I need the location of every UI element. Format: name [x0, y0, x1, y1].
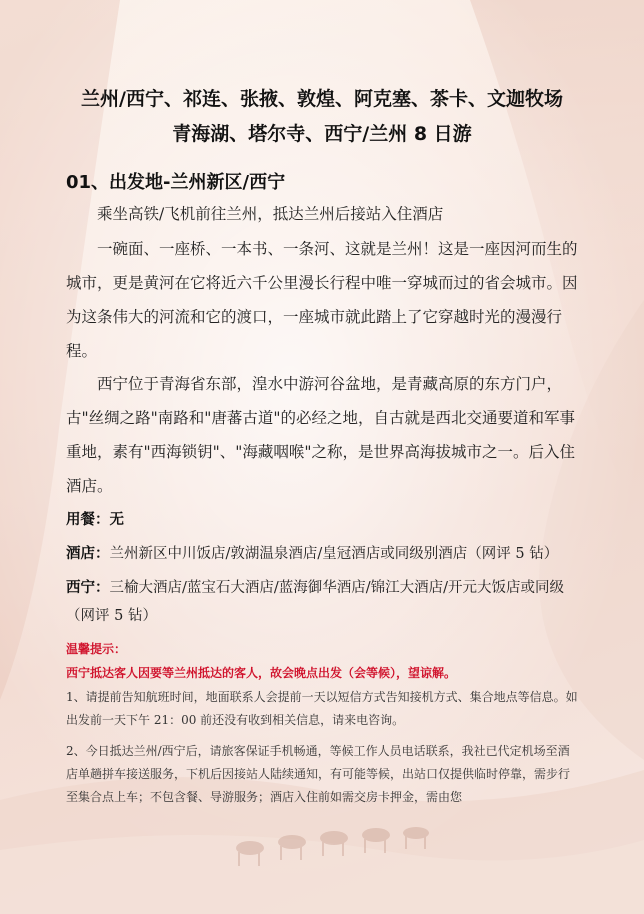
tip-item-2: 2、今日抵达兰州/西宁后，请旅客保证手机畅通，等候工作人员电话联系，我社已代定机场至酒店单趟拼车接送服务，下机后因接站人陆续通知，有可能等候，出站口仅提供临时停靠，需步行至集合点上车；不包含餐、导游服务；酒店入住前如需交房卡押金，需由您	[66, 744, 571, 804]
hotel-line	[66, 540, 580, 568]
hotel-label: 酒店：	[66, 546, 110, 562]
tip-item-1: 1、请提前告知航班时间，地面联系人会提前一天以短信方式告知接机方式、集合地点等信息。如出发前一天下午 21：00 前还没有收到相关信息，请来电咨询。	[66, 690, 578, 727]
xining-value: 三榆大酒店/蓝宝石大酒店/蓝海御华酒店/锦江大酒店/开元大饭店或同级（网评 5 钻）	[66, 580, 565, 624]
meals-label: 用餐：	[66, 512, 110, 528]
day1-paragraph-2: 一碗面、一座桥、一本书、一条河、这就是兰州！这是一座因河而生的城市，更是黄河在它将近六千公里漫长行程中唯一穿城而过的省会城市。因为这条伟大的河流和它的渡口，一座城市就此踏上了它穿越时光的漫漫行程。	[66, 240, 578, 360]
hotel-value: 兰州新区中川饭店/敦湖温泉酒店/皇冠酒店或同级别酒店（网评 5 钻）	[109, 546, 559, 562]
xining-label: 西宁：	[66, 580, 110, 596]
day1-heading: 01、出发地-兰州新区/西宁	[66, 172, 286, 193]
meals-value: 无	[109, 512, 124, 528]
doc-title-line1: 兰州/西宁、祁连、张掖、敦煌、阿克塞、茶卡、文迦牧场	[81, 88, 563, 110]
tips-highlight: 西宁抵达客人因要等兰州抵达的客人，故会晚点出发（会等候），望谅解。	[66, 666, 457, 680]
tips-title: 温馨提示：	[66, 642, 127, 656]
meals-line	[66, 506, 580, 534]
day1-paragraph-3: 西宁位于青海省东部，湟水中游河谷盆地，是青藏高原的东方门户，古"丝绸之路"南路和"唐蕃古道"的必经之地，自古就是西北交通要道和军事重地，素有"西海锁钥"、"海藏咽喉"之称，是世界高海拔城市之一。后入住酒店。	[66, 375, 576, 495]
day1-paragraph-1: 乘坐高铁/飞机前往兰州，抵达兰州后接站入住酒店	[97, 205, 444, 223]
xining-hotel-line	[66, 574, 580, 630]
doc-title-line2: 青海湖、塔尔寺、西宁/兰州 8 日游	[172, 123, 472, 145]
